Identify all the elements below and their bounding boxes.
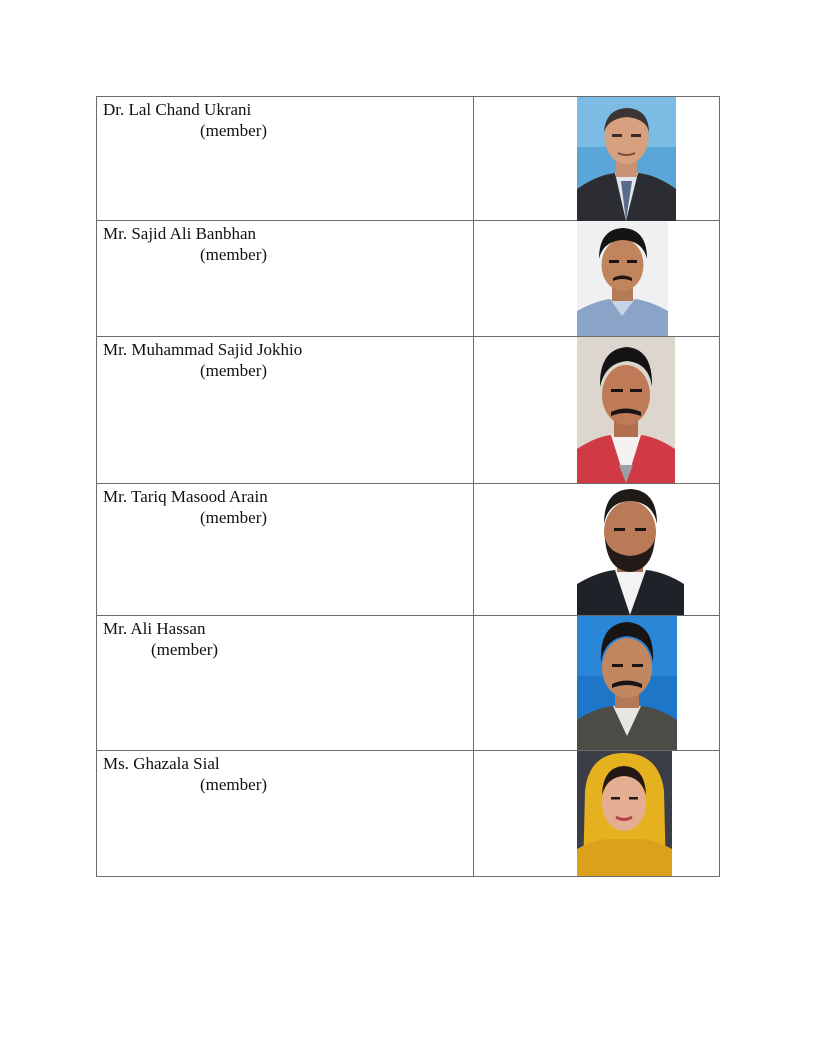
member-name: Mr. Sajid Ali Banbhan bbox=[103, 224, 256, 243]
member-photo bbox=[577, 97, 676, 221]
member-name-cell bbox=[97, 484, 474, 616]
member-photo bbox=[577, 751, 672, 876]
member-name: Mr. Ali Hassan bbox=[103, 619, 206, 638]
member-name: Ms. Ghazala Sial bbox=[103, 754, 220, 773]
member-name-cell bbox=[97, 337, 474, 484]
member-photo-cell bbox=[474, 484, 720, 616]
member-photo bbox=[577, 616, 677, 750]
member-role: (member) bbox=[200, 121, 268, 140]
table-row bbox=[97, 221, 720, 337]
table-row bbox=[97, 616, 720, 751]
member-role: (member) bbox=[151, 640, 219, 659]
member-role: (member) bbox=[200, 245, 268, 264]
member-name: Mr. Muhammad Sajid Jokhio bbox=[103, 340, 303, 359]
member-photo-cell bbox=[474, 221, 720, 337]
member-role: (member) bbox=[200, 508, 268, 527]
member-role: (member) bbox=[200, 361, 268, 380]
table-row bbox=[97, 484, 720, 616]
member-role: (member) bbox=[200, 775, 268, 794]
member-name-cell bbox=[97, 751, 474, 877]
member-name: Dr. Lal Chand Ukrani bbox=[103, 100, 252, 119]
member-name-cell bbox=[97, 616, 474, 751]
member-photo-cell bbox=[474, 97, 720, 221]
member-photo bbox=[577, 337, 675, 483]
table-row bbox=[97, 337, 720, 484]
member-photo-cell bbox=[474, 751, 720, 877]
member-name-cell bbox=[97, 221, 474, 337]
member-name-cell bbox=[97, 97, 474, 221]
member-photo bbox=[577, 484, 684, 615]
member-photo bbox=[577, 221, 668, 336]
members-table bbox=[96, 96, 720, 877]
member-photo-cell bbox=[474, 337, 720, 484]
table-row bbox=[97, 751, 720, 877]
table-row bbox=[97, 97, 720, 221]
member-name: Mr. Tariq Masood Arain bbox=[103, 487, 268, 506]
member-photo-cell bbox=[474, 616, 720, 751]
